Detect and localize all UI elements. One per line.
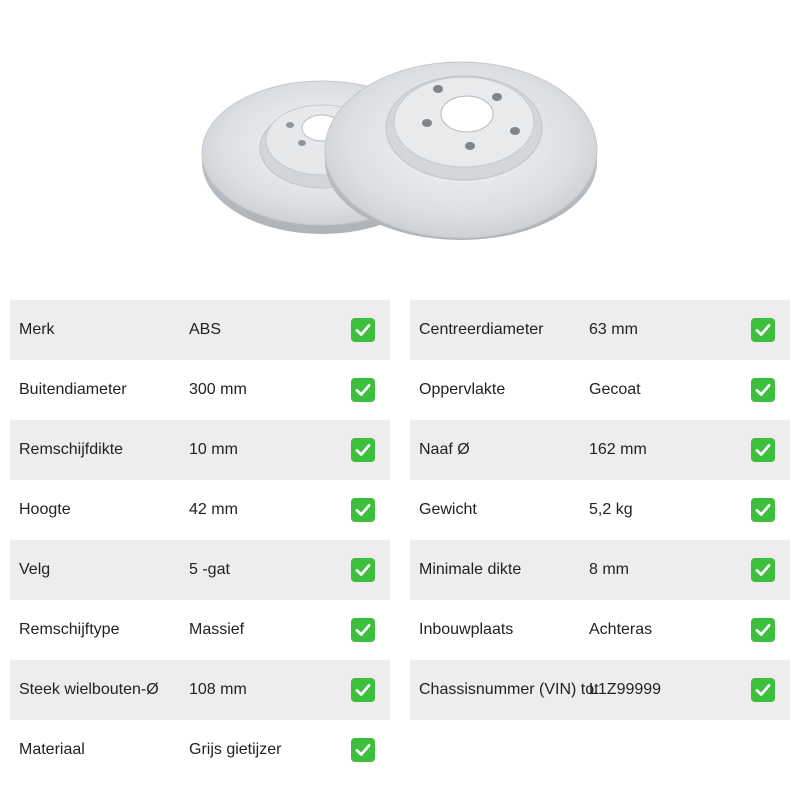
check-mark-icon [751,378,775,402]
spec-row [10,540,390,600]
spec-row [410,360,790,420]
spec-label: Remschijftype [19,621,120,638]
spec-label: Steek wielbouten-Ø [19,681,159,698]
spec-value: 8 mm [589,561,629,578]
spec-label: Oppervlakte [419,381,506,398]
spec-table-left [10,300,390,780]
spec-label: Centreerdiameter [419,321,544,338]
spec-label: Chassisnummer (VIN) tot [419,681,599,698]
brake-disc-front [325,62,597,240]
check-mark-icon [351,378,375,402]
check-mark-icon [351,498,375,522]
spec-label: Velg [19,561,51,578]
spec-label: Materiaal [19,741,85,758]
spec-value: 300 mm [189,381,247,398]
check-mark-icon [751,558,775,582]
spec-label: Naaf Ø [419,441,470,458]
spec-value: Grijs gietijzer [189,741,282,758]
spec-label: Minimale dikte [419,561,522,578]
spec-row [410,660,790,720]
spec-row [10,420,390,480]
spec-row [410,480,790,540]
spec-value: 10 mm [189,441,238,458]
spec-value: ABS [189,321,222,338]
check-mark-icon [351,558,375,582]
spec-label: Hoogte [19,501,71,518]
check-mark-icon [751,618,775,642]
spec-row [10,360,390,420]
spec-table-right [410,300,790,720]
brake-disc-pair-image [0,0,800,290]
spec-row [10,480,390,540]
check-mark-icon [351,618,375,642]
spec-value: 162 mm [589,441,647,458]
spec-label: Buitendiameter [19,381,127,398]
spec-value: Gecoat [589,381,641,398]
spec-label: Gewicht [419,501,477,518]
check-mark-icon [351,678,375,702]
spec-value: Achteras [589,621,653,638]
spec-row [10,660,390,720]
spec-value: 5 -gat [189,561,230,578]
spec-value: 42 mm [189,501,238,518]
spec-row [410,540,790,600]
spec-row [410,300,790,360]
check-mark-icon [751,318,775,342]
spec-row [410,420,790,480]
spec-label: Merk [19,321,55,338]
spec-label: Remschijfdikte [19,441,124,458]
spec-value: Massief [189,621,245,638]
check-mark-icon [351,318,375,342]
spec-value: 5,2 kg [589,501,633,518]
spec-value: 63 mm [589,321,638,338]
spec-row [410,600,790,660]
spec-row [10,720,390,780]
spec-label: Inbouwplaats [419,621,514,638]
spec-row [10,600,390,660]
check-mark-icon [351,738,375,762]
check-mark-icon [751,678,775,702]
spec-value: 108 mm [189,681,247,698]
spec-value: L1Z99999 [589,681,662,698]
check-mark-icon [751,438,775,462]
spec-row [10,300,390,360]
check-mark-icon [351,438,375,462]
check-mark-icon [751,498,775,522]
